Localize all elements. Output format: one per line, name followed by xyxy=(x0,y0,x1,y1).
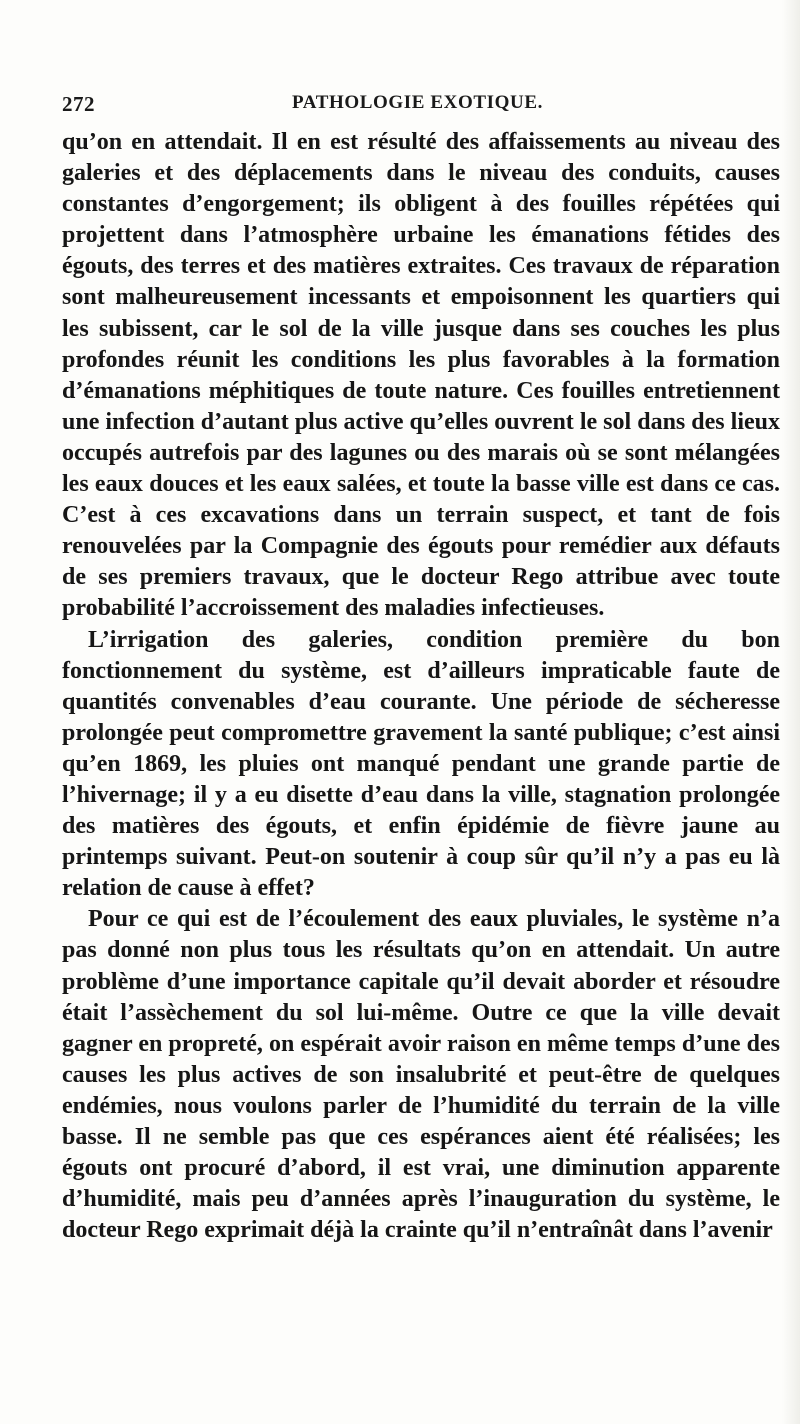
page-edge-shadow xyxy=(782,0,800,1424)
running-title: PATHOLOGIE EXOTIQUE. xyxy=(292,92,543,113)
page-number: 272 xyxy=(62,92,95,116)
paragraph-2: L’irrigation des galeries, condition première du bon fonctionnement du système, est d’ailleurs impraticable faute de quantités convenables d’eau courante. Une période de sécheresse prolongée peut compromettre gravement la santé publique; c’est ainsi qu’en 1869, les pluies ont manqué pendant une grande partie de l’hivernage; il y a eu disette d’eau dans la ville, stagnation prolongée des matières des égouts, et enfin épidémie de fièvre jaune au printemps suivant. Peut-on soutenir à coup sûr qu’il n’y a pas eu là relation de cause à effet? xyxy=(62,626,780,902)
page-header xyxy=(62,92,778,122)
paragraph-1: qu’on en attendait. Il en est résulté des affaissements au niveau des galeries et des déplacements dans le niveau des conduits, causes constantes d’engorgement; ils obligent à des fouilles répétées qui projettent dans l’atmosphère urbaine les émanations fétides des égouts, des terres et des matières extraites. Ces travaux de réparation sont malheureusement incessants et empoisonnent les quartiers qui les subissent, car le sol de la ville jusque dans ses couches les plus profondes réunit les conditions les plus favorables à la formation d’émanations méphitiques de toute nature. Ces fouilles entretiennent une infection d’autant plus active qu’elles ouvrent le sol dans des lieux occupés autrefois par des lagunes ou des marais où se sont mélangées les eaux douces et les eaux salées, et toute la basse ville est dans ce cas. C’est à ces excavations dans un terrain suspect, et tant de fois renouvelées par la Compagnie des égouts pour remédier aux défauts de ses premiers travaux, que le docteur Rego attribue avec toute probabilité l’accroissement des maladies infectieuses. xyxy=(62,129,780,622)
paragraph-3: Pour ce qui est de l’écoulement des eaux pluviales, le système n’a pas donné non plus tous les résultats qu’on en attendait. Un autre problème d’une importance capitale qu’il devait aborder et résoudre était l’assèchement du sol lui-même. Outre ce que la ville devait gagner en propreté, on espérait avoir raison en même temps d’une des causes les plus actives de son insalubrité et peut-être de quelques endémies, nous voulons parler de l’humidité du terrain de la ville basse. Il ne semble pas que ces espérances aient été réalisées; les égouts ont procuré d’abord, il est vrai, une diminution apparente d’humidité, mais peu d’années après l’inauguration du système, le docteur Rego exprimait déjà la crainte qu’il n’entraînât dans l’avenir xyxy=(62,906,780,1244)
body-text xyxy=(62,127,780,1246)
